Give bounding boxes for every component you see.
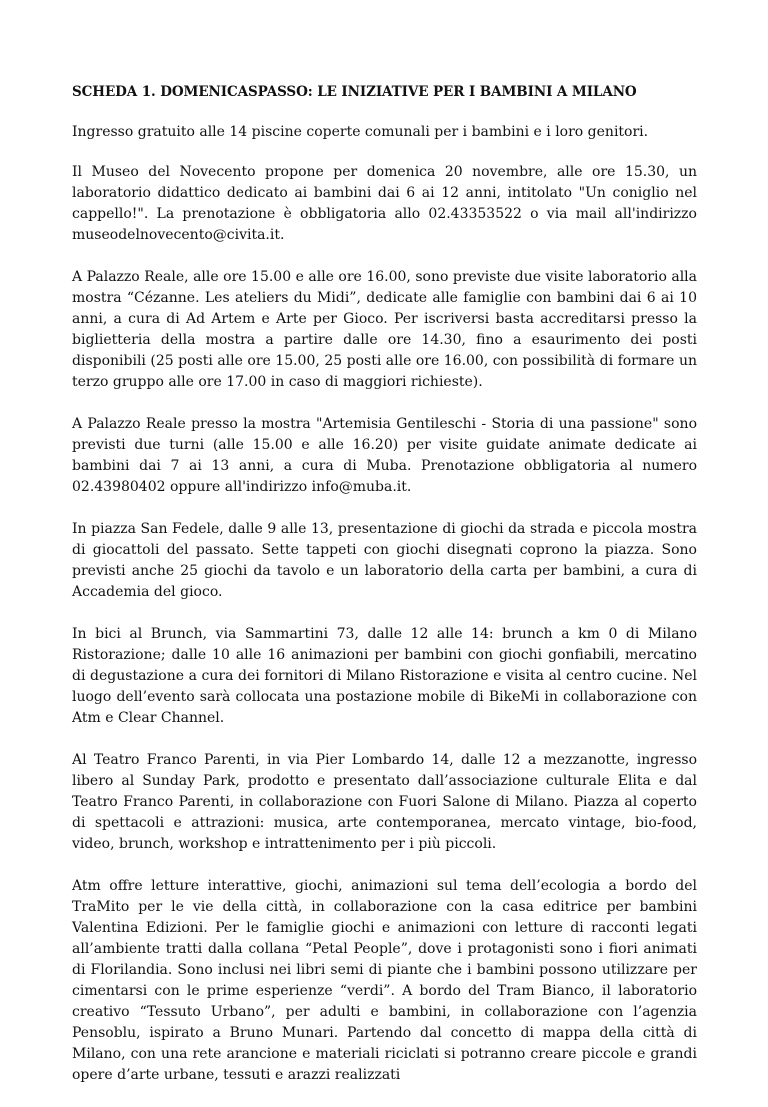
document-title: SCHEDA 1. DOMENICASPASSO: LE INIZIATIVE PER I BAMBINI A MILANO bbox=[72, 84, 637, 100]
paragraph-palazzo-reale-cezanne: A Palazzo Reale, alle ore 15.00 e alle ore 16.00, sono previste due visite laboratorio alla mostra “Cézanne. Les ateliers du Midi”, dedicate alle famiglie con bambini dai 6 ai 10 anni, a cura di Ad Artem e Arte per Gioco. Per iscriversi basta accreditarsi presso la biglietteria della mostra a partire dalle ore 14.30, fino a esaurimento dei posti disponibili (25 posti alle ore 15.00, 25 posti alle ore 16.00, con possibilità di formare un terzo gruppo alle ore 17.00 in caso di maggiori richieste). bbox=[72, 269, 697, 390]
document-page bbox=[72, 82, 697, 1107]
paragraph-piscine: Ingresso gratuito alle 14 piscine coperte comunali per i bambini e i loro genitori. bbox=[72, 124, 649, 140]
paragraph-museo-novecento: Il Museo del Novecento propone per domenica 20 novembre, alle ore 15.30, un laboratorio didattico dedicato ai bambini dai 6 ai 12 anni, intitolato "Un coniglio nel cappello!". La prenotazione è obbligatoria allo 02.43353522 o via mail all'indirizzo museodelnovecento@civita.it. bbox=[72, 164, 697, 243]
paragraph-piazza-san-fedele: In piazza San Fedele, dalle 9 alle 13, presentazione di giochi da strada e piccola mostra di giocattoli del passato. Sette tappeti con giochi disegnati coprono la piazza. Sono previsti anche 25 giochi da tavolo e un laboratorio della carta per bambini, a cura di Accademia del gioco. bbox=[72, 521, 697, 600]
paragraph-palazzo-reale-artemisia: A Palazzo Reale presso la mostra "Artemisia Gentileschi - Storia di una passione" sono previsti due turni (alle 15.00 e alle 16.20) per visite guidate animate dedicate ai bambini dai 7 ai 13 anni, a cura di Muba. Prenotazione obbligatoria al numero 02.43980402 oppure all'indirizzo info@muba.it. bbox=[72, 416, 697, 495]
paragraph-atm-tramito: Atm offre letture interattive, giochi, animazioni sul tema dell’ecologia a bordo del TraMito per le vie della città, in collaborazione con la casa editrice per bambini Valentina Edizioni. Per le famiglie giochi e animazioni con letture di racconti legati all’ambiente tratti dalla collana “Petal People”, dove i protagonisti sono i fiori animati di Florilandia. Sono inclusi nei libri semi di piante che i bambini possono utilizzare per cimentarsi con le prime esperienze “verdi”. A bordo del Tram Bianco, il laboratorio creativo “Tessuto Urbano”, per adulti e bambini, in collaborazione con l’agenzia Pensoblu, ispirato a Bruno Munari. Partendo dal concetto di mappa della città di Milano, con una rete arancione e materiali riciclati si potranno creare piccole e grandi opere d’arte urbane, tessuti e arazzi realizzati bbox=[72, 878, 697, 1083]
paragraph-bici-brunch: In bici al Brunch, via Sammartini 73, dalle 12 alle 14: brunch a km 0 di Milano Ristorazione; dalle 10 alle 16 animazioni per bambini con giochi gonfiabili, mercatino di degustazione a cura dei fornitori di Milano Ristorazione e visita al centro cucine. Nel luogo dell’evento sarà collocata una postazione mobile di BikeMi in collaborazione con Atm e Clear Channel. bbox=[72, 626, 697, 726]
paragraph-teatro-franco-parenti: Al Teatro Franco Parenti, in via Pier Lombardo 14, dalle 12 a mezzanotte, ingresso libero al Sunday Park, prodotto e presentato dall’associazione culturale Elita e dal Teatro Franco Parenti, in collaborazione con Fuori Salone di Milano. Piazza al coperto di spettacoli e attrazioni: musica, arte contemporanea, mercato vintage, bio-food, video, brunch, workshop e intrattenimento per i più piccoli. bbox=[72, 752, 697, 852]
